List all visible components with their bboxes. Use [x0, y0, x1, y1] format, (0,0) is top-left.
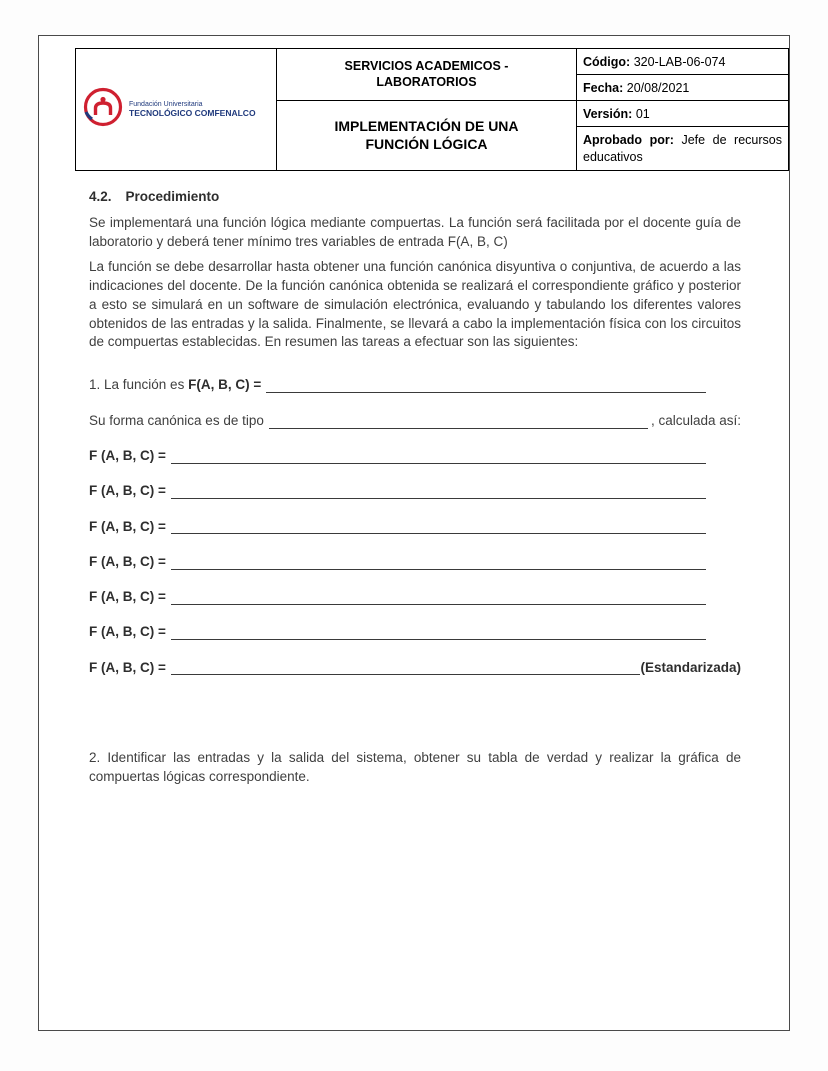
f-equation-line-5 — [89, 588, 706, 607]
f-label: F (A, B, C) = — [89, 448, 166, 463]
codigo-cell — [577, 49, 789, 75]
f-label: F (A, B, C) = — [89, 483, 166, 499]
f-blank-line — [171, 519, 706, 534]
section-number: 4.2. — [89, 189, 112, 204]
aprobado-value: Jefe de recursos educativos — [583, 133, 782, 164]
f-equation-line-2 — [89, 482, 706, 501]
logo-text — [129, 101, 256, 119]
f-blank-line — [171, 625, 706, 640]
section-heading — [89, 188, 741, 207]
f-blank-line — [171, 590, 706, 605]
item1-prefix: 1. La función es — [89, 377, 185, 392]
service-title-line1: SERVICIOS ACADEMICOS - — [344, 58, 509, 73]
forma-canonica-line — [89, 412, 741, 431]
codigo-label: Código: — [583, 54, 631, 69]
paragraph-1: Se implementará una función lógica mediante compuertas. La función será facilitada por el docente guía de laboratorio y deberá tener mínimo tres variables de entrada F(A, B, C) — [89, 214, 741, 249]
estandarizada-label: (Estandarizada) — [640, 659, 741, 675]
version-value: 01 — [635, 106, 650, 121]
logo-cell — [76, 49, 277, 171]
fecha-label: Fecha: — [583, 80, 624, 95]
f-label: F (A, B, C) = — [89, 659, 166, 675]
funcion-blank-line — [266, 378, 706, 393]
f-label: F (A, B, C) = — [89, 624, 166, 640]
service-title-line2: LABORATORIOS — [376, 74, 477, 89]
f-label: F (A, B, C) = — [89, 553, 166, 569]
org-name-line2: TECNOLÓGICO COMFENALCO — [129, 107, 256, 118]
f-label: F (A, B, C) = — [89, 589, 166, 604]
canonica-blank-line — [269, 414, 648, 429]
org-name-line1: Fundación Universitaria — [129, 100, 203, 108]
f-equation-line-4 — [89, 553, 706, 572]
f-blank-line — [171, 484, 706, 499]
item-2-text: 2. Identificar las entradas y la salida del sistema, obtener su tabla de verdad y realizar la gráfica de compuertas lógicas correspondiente. — [89, 750, 741, 784]
aprobado-label: Aprobado por: — [583, 133, 674, 148]
aprobado-cell — [577, 127, 789, 171]
f-equation-line-1 — [89, 447, 706, 466]
version-cell — [577, 101, 789, 127]
f-label: F (A, B, C) = — [89, 518, 166, 534]
service-title-cell — [277, 49, 577, 101]
f-blank-line — [171, 449, 706, 464]
version-label: Versión: — [583, 106, 633, 121]
doc-title-line1: IMPLEMENTACIÓN DE UNA — [334, 118, 519, 134]
f-equation-line-7 — [89, 659, 741, 678]
canonica-prefix: Su forma canónica es de tipo — [89, 412, 264, 428]
f-blank-line — [171, 555, 706, 570]
doc-title-line2: FUNCIÓN LÓGICA — [365, 135, 488, 152]
paragraph-2: La función se debe desarrollar hasta obtener una función canónica disyuntiva o conjuntiva, de acuerdo a las indicaciones del docente. De la función canónica obtenida se realizará el correspondiente gráfico y posterior a esto se simulará en un software de simulación electrónica, evaluando y tabulando los diferentes valores obtenidos de las entradas y la salida. Finalmente, se llevará a cabo la implementación física con los circuitos de compuertas establecidas. En resumen las tareas a efectuar son las siguientes: — [89, 259, 741, 350]
f-equation-line-3 — [89, 518, 706, 537]
section-title: Procedimiento — [125, 189, 220, 204]
comfenalco-logo-icon — [82, 86, 124, 133]
f-blank-line — [171, 660, 641, 675]
doc-title-cell — [277, 101, 577, 171]
item1-f-label: F(A, B, C) = — [188, 377, 262, 392]
funcion-definition-line — [89, 376, 706, 395]
header-table — [75, 48, 789, 171]
fecha-cell — [577, 75, 789, 101]
codigo-value: 320-LAB-06-074 — [633, 54, 726, 69]
document-body — [89, 188, 741, 794]
document-sheet — [38, 35, 790, 1031]
canonica-suffix: , calculada así: — [650, 412, 741, 428]
f-equation-line-6 — [89, 623, 706, 642]
fecha-value: 20/08/2021 — [626, 80, 690, 95]
